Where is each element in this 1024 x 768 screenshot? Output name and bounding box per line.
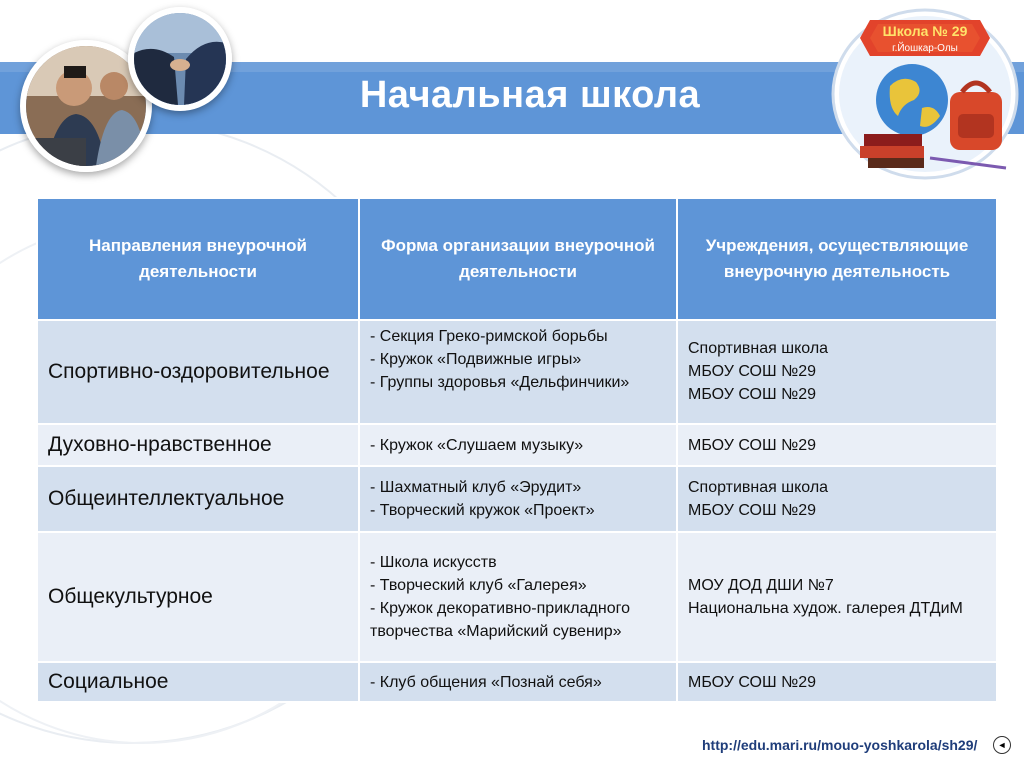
emblem-title: Школа № 29 <box>882 23 968 39</box>
website-link[interactable]: http://edu.mari.ru/mouo-yoshkarola/sh29/ <box>702 737 978 753</box>
institution-item: МБОУ СОШ №29 <box>688 502 817 519</box>
institution-item: Спортивная школа <box>688 479 829 496</box>
page-title: Начальная школа <box>359 74 701 116</box>
institutions-cell <box>677 424 997 466</box>
emblem-city: г.Йошкар-Олы <box>892 43 958 54</box>
school-emblem <box>830 8 1020 180</box>
form-item: - Группы здоровья «Дельфинчики» <box>370 374 630 391</box>
form-item: - Творческий клуб «Галерея» <box>370 577 587 594</box>
table-row <box>37 424 997 466</box>
table-row <box>37 466 997 532</box>
institution-item: МБОУ СОШ №29 <box>688 386 817 403</box>
table-row <box>37 532 997 662</box>
form-item: - Клуб общения «Познай себя» <box>370 673 602 691</box>
form-item: - Кружок «Подвижные игры» <box>370 351 582 368</box>
column-header-direction: Направления внеурочной деятельности <box>37 198 359 320</box>
institution-item: Спортивная школа <box>688 340 829 357</box>
direction-cell: Общеинтеллектуальное <box>37 466 359 532</box>
institution-item: МБОУ СОШ №29 <box>688 363 817 380</box>
direction-cell: Духовно-нравственное <box>37 424 359 466</box>
forms-cell <box>359 320 677 424</box>
direction-cell: Спортивно-оздоровительное <box>37 320 359 424</box>
institutions-cell <box>677 320 997 424</box>
form-item: - Кружок «Слушаем музыку» <box>370 436 584 454</box>
handshake-photo <box>128 7 232 111</box>
column-header-institution: Учреждения, осуществляющие внеурочную деятельность <box>677 198 997 320</box>
table-header-row <box>37 198 997 320</box>
form-item: - Кружок декоративно-прикладного творчества «Марийский сувенир» <box>370 600 630 640</box>
activities-table-wrapper <box>36 197 996 703</box>
direction-cell: Общекультурное <box>37 532 359 662</box>
forms-cell <box>359 532 677 662</box>
forms-cell <box>359 662 677 702</box>
back-arrow-icon[interactable]: ◄ <box>993 736 1011 754</box>
institution-item: МОУ ДОД ДШИ №7 <box>688 577 834 594</box>
form-item: - Школа искусств <box>370 554 497 571</box>
institution-item: МБОУ СОШ №29 <box>688 673 817 691</box>
form-item: - Творческий кружок «Проект» <box>370 502 595 519</box>
form-item: - Секция Греко-римской борьбы <box>370 328 608 345</box>
direction-cell: Социальное <box>37 662 359 702</box>
forms-cell <box>359 466 677 532</box>
institution-item: МБОУ СОШ №29 <box>688 436 817 454</box>
column-header-form: Форма организации внеурочной деятельности <box>359 198 677 320</box>
forms-cell <box>359 424 677 466</box>
institutions-cell <box>677 662 997 702</box>
institution-item: Национальна худож. галерея ДТДиМ <box>688 600 963 617</box>
institutions-cell <box>677 532 997 662</box>
table-row <box>37 320 997 424</box>
table-row <box>37 662 997 702</box>
institutions-cell <box>677 466 997 532</box>
form-item: - Шахматный клуб «Эрудит» <box>370 479 582 496</box>
activities-table <box>36 197 998 703</box>
